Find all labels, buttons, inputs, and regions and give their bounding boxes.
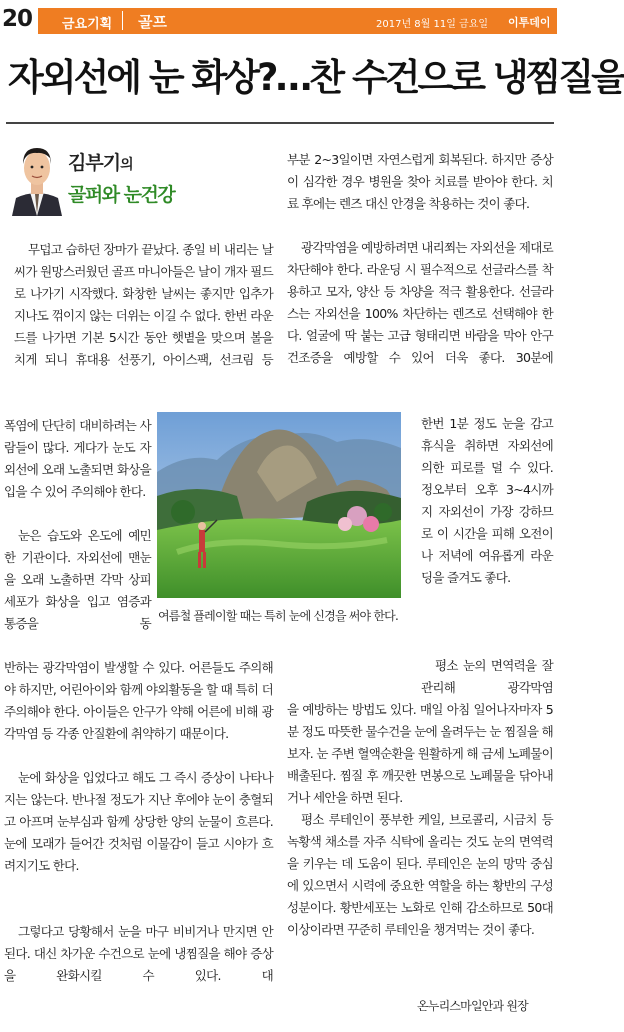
body-paragraph-4-cont: 부분 2~3일이면 자연스럽게 회복된다. 하지만 증상이 심각한 경우 병원을 찾아 치료를 받아야 한다. 치료 후에는 렌즈 대신 안경을 착용하는 것이 좋다.	[287, 152, 553, 211]
headline: 자외선에 눈 화상?…찬 수건으로 냉찜질을	[8, 56, 624, 99]
header-divider	[122, 11, 123, 30]
body-paragraph-6-wrap: 평소 눈의 면역력을 잘 관리해 광각막염	[421, 658, 553, 695]
body-paragraph-7: 평소 루테인이 풍부한 케일, 브로콜리, 시금치 등 녹황색 채소를 자주 식탁에 올리는 것도 눈의 면역력을 키우는 데 도움이 된다. 루테인은 눈의 망막 중심에 있으면서 시력에 중요한 역할을 하는 황반의 구성 성분이다. 황반세포는 노화로 인해 감소하므로 50대 이상이라면 꾸준히 루테인을 챙겨먹는 것이 좋다.	[287, 812, 553, 937]
author-credit: 온누리스마일안과 원장	[417, 999, 528, 1013]
body-paragraph-1-wrap: 폭염에 단단히 대비하려는 사람들이 많다. 게다가 눈도 자외선에 오래 노출되면 화상을 입을 수 있어 주의해야 한다.	[4, 418, 151, 499]
columnist-name-suffix: 의	[120, 157, 133, 173]
body-paragraph-4: 그렇다고 당황해서 눈을 마구 비비거나 만지면 안 된다. 대신 차가운 수건으로 눈에 냉찜질을 해야 증상을 완화시킬 수 있다. 대	[4, 924, 273, 983]
columnist-name	[68, 148, 133, 175]
body-paragraph-5-wrap: 한번 1분 정도 눈을 감고 휴식을 취하면 자외선에 의한 피로를 덜 수 있다. 정오부터 오후 3~4시까지 자외선이 가장 강하므로 이 시간을 피해 오전이나 저녁에 여유롭게 라운딩을 즐겨도 좋다.	[421, 416, 553, 585]
page-number: 20	[2, 6, 33, 32]
body-paragraph-2: 반하는 광각막염이 발생할 수 있다. 어른들도 주의해야 하지만, 어린아이와 함께 야외활동을 할 때 특히 더 주의해야 한다. 아이들은 안구가 약해 어른에 비해 광각막염 등 각종 안질환에 취약하기 때문이다.	[4, 660, 273, 741]
photo-caption: 여름철 플레이할 때는 특히 눈에 신경을 써야 한다.	[158, 609, 398, 623]
columnist-name-text: 김부기	[68, 152, 121, 174]
page-header	[0, 0, 559, 38]
subsection-label: 골프	[138, 13, 167, 31]
body-paragraph-2-wrap: 눈은 습도와 온도에 예민한 기관이다. 자외선에 맨눈을 오래 노출하면 각막 상피세포가 화상을 입고 염증과 통증을 동	[4, 528, 151, 631]
publication-name: 이투데이	[508, 16, 551, 29]
section-label: 금요기획	[62, 17, 113, 32]
body-paragraph-3: 눈에 화상을 입었다고 해도 그 즉시 증상이 나타나지는 않는다. 반나절 정도가 지난 후에야 눈이 충혈되고 아프며 눈부심과 함께 상당한 양의 눈물이 흐른다. 눈에 모래가 들어간 것처럼 이물감이 들고 시야가 흐려지기도 한다.	[4, 770, 273, 873]
body-paragraph-5: 광각막염을 예방하려면 내리쬐는 자외선을 제대로 차단해야 한다. 라운딩 시 필수적으로 선글라스를 착용하고 모자, 양산 등 차양을 적극 활용한다. 선글라스는 자외선을 100% 차단하는 렌즈로 선택해야 한다. 얼굴에 딱 붙는 고급 형태리면 바람을 막아 안구 건조증을 예방할 수 있어 더욱 좋다. 30분에	[287, 240, 553, 365]
body-paragraph-6: 을 예방하는 방법도 있다. 매일 아침 일어나자마자 5분 정도 따뜻한 물수건을 눈에 올려두는 눈 찜질을 해보자. 눈 주변 혈액순환을 원활하게 해 금세 노폐물이 배출된다. 찜질 후 깨끗한 면봉으로 노폐물을 닦아내거나 세안을 하면 된다.	[287, 702, 553, 805]
headline-rule	[6, 122, 554, 124]
issue-date: 2017년 8월 11일 금요일	[376, 19, 489, 30]
golf-course-photo-icon	[157, 412, 401, 598]
body-paragraph-1: 무덥고 습하던 장마가 끝났다. 종일 비 내리는 날씨가 원망스러웠던 골프 마니아들은 날이 개자 필드로 나가기 시작했다. 화창한 날씨는 좋지만 입추가 지나도 꺾이지 않는 더위는 이길 수 없다. 한번 라운드를 나가면 기본 5시간 동안 햇볕을 맞으며 볼을 치게 되니 휴대용 선풍기, 아이스팩, 선크림 등	[14, 242, 273, 367]
columnist-portrait-icon	[8, 136, 66, 216]
column-title: 골퍼와 눈건강	[68, 184, 175, 206]
